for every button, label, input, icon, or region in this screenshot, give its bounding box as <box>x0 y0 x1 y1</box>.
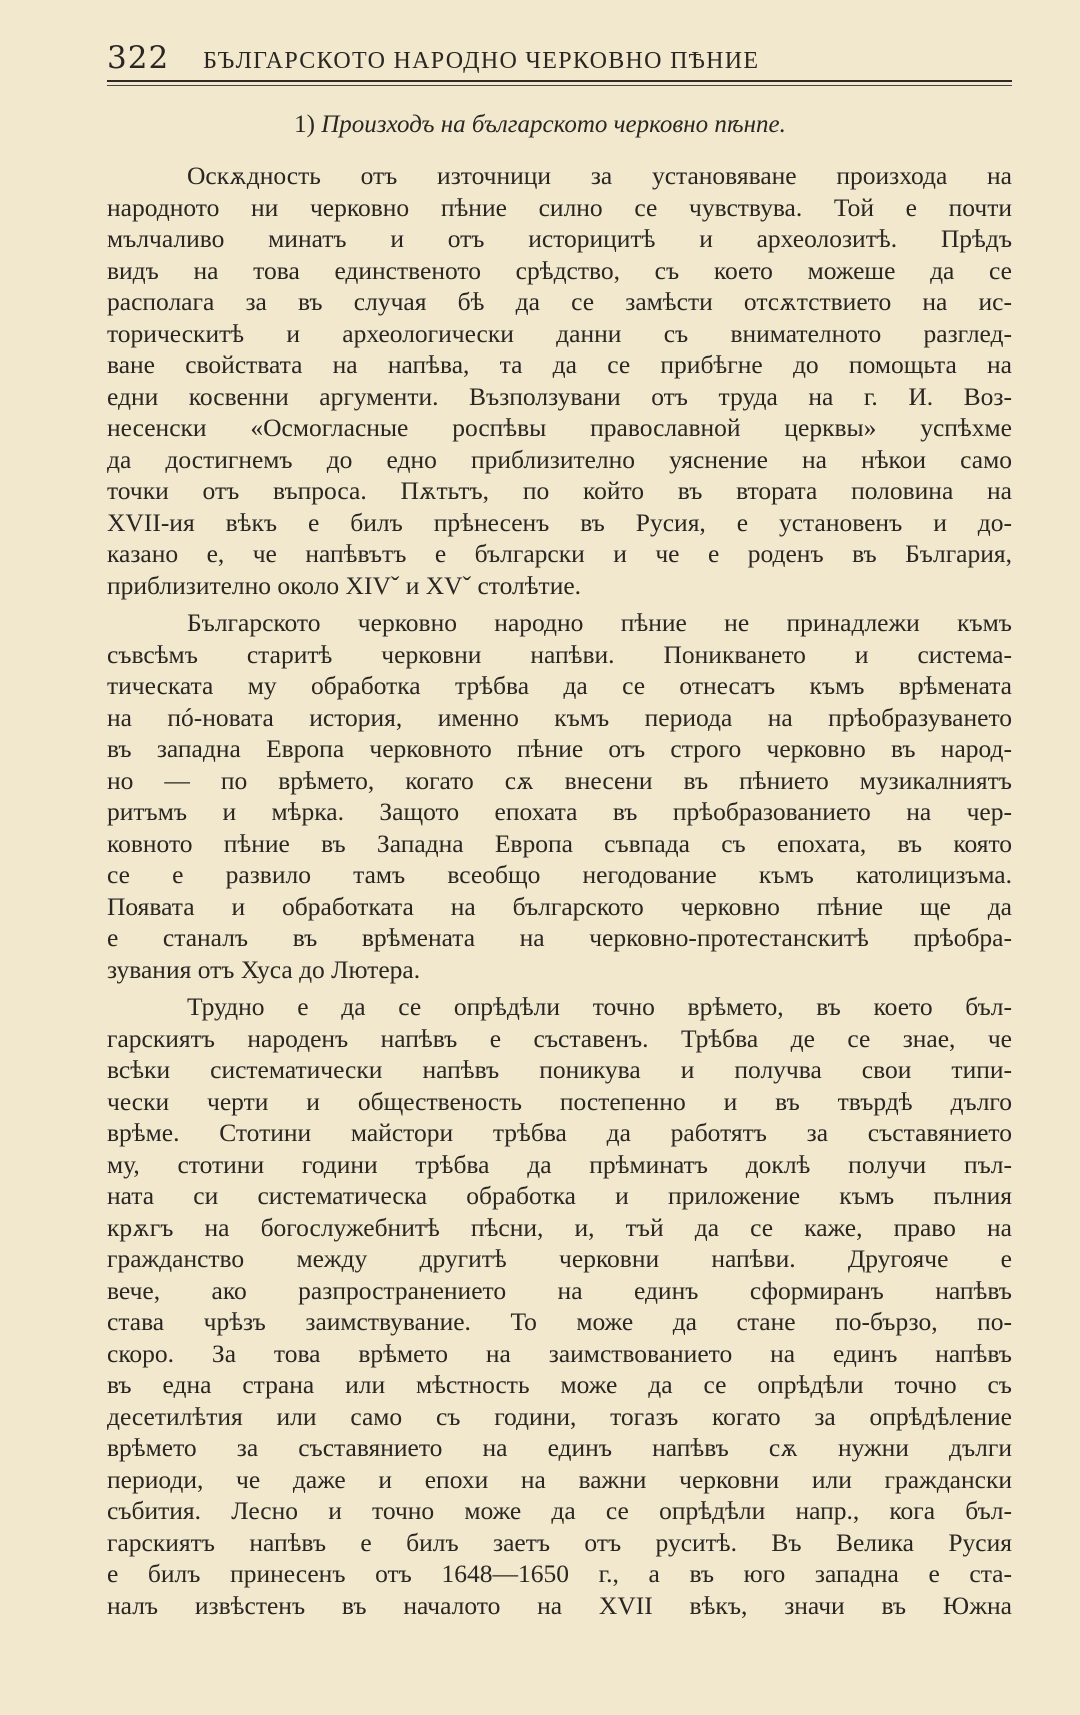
text-line: е билъ принесенъ отъ 1648—1650 г., а въ юго западна е ста- <box>107 1559 1012 1588</box>
page-header <box>107 40 1012 80</box>
text-line: располага за въ случая бѣ да се замѣсти отсѫтствието на ис- <box>107 287 1012 316</box>
text-line: врѣме. Стотини майстори трѣбва да работятъ за съставянието <box>107 1118 1012 1147</box>
text-line: казано е, че напѣвътъ е български и че е роденъ въ България, <box>107 539 1012 568</box>
text-line: въ западна Европа черковното пѣние отъ строго черковно въ народ- <box>107 734 1012 763</box>
text-line: едни косвенни аргументи. Възползувани отъ труда на г. И. Воз- <box>107 381 1012 411</box>
text-line: става чрѣзъ заимствувание. То може да стане по-бързо, по- <box>107 1307 1012 1336</box>
text-line: точки отъ въпроса. Пѫтьтъ, по който въ втората половина на <box>107 476 1012 505</box>
text-line: ната си систематическа обработка и приложение къмъ пълния <box>107 1181 1012 1210</box>
text-line: на пó-новата история, именно къмъ периода на прѣобразуването <box>107 702 1012 732</box>
page-number: 322 <box>107 40 170 76</box>
text-line: чески черти и общественость постепенно и въ твърдѣ дълго <box>107 1086 1012 1116</box>
header-rule-top <box>107 80 1012 82</box>
text-line: всѣки систематически напѣвъ поникува и получва свои типи- <box>107 1055 1012 1084</box>
text-line: торическитѣ и археологически данни съ внимателното разглед- <box>107 318 1012 348</box>
text-line: ване свойствата на напѣва, та да се прибѣгне до помощьта на <box>107 350 1012 379</box>
text-line: XVII-ия вѣкъ е билъ прѣнесенъ въ Русия, е установенъ и до- <box>107 507 1012 537</box>
text-line: да достигнемъ до едно приблизително уяснение на нѣкои само <box>107 444 1012 474</box>
text-line: гарскиятъ народенъ напѣвъ е съставенъ. Трѣбва де се знае, че <box>107 1023 1012 1053</box>
body-text <box>107 160 1012 1621</box>
header-rule-bottom <box>107 85 1012 86</box>
text-line: налъ извѣстенъ въ началото на XVII вѣкъ, значи въ Южна <box>107 1590 1012 1620</box>
text-line: е станалъ въ врѣмената на черковно-протестанскитѣ прѣобра- <box>107 923 1012 952</box>
text-line: ритъмъ и мѣрка. Защото епохата въ прѣобразованието на чер- <box>107 797 1012 826</box>
text-line: Българското черковно народно пѣние не принадлежи къмъ <box>187 608 1012 637</box>
text-line: приблизително около XIVˇ и XVˇ столѣтие. <box>107 570 582 600</box>
text-line: врѣмето за съставянието на единъ напѣвъ сѫ нужни дълги <box>107 1433 1012 1462</box>
running-title: БЪЛГАРСКОТО НАРОДНО ЧЕРКОВНО ПѢНИЕ <box>203 48 760 74</box>
text-line: гражданство между другитѣ черковни напѣви. Другояче е <box>107 1244 1012 1273</box>
text-line: мълчаливо минатъ и отъ историцитѣ и археолозитѣ. Прѣдъ <box>107 224 1012 253</box>
text-line: но — по врѣмето, когато сѫ внесени въ пѣнието музикалниятъ <box>107 765 1012 795</box>
section-heading <box>0 111 1080 139</box>
text-line: събития. Лесно и точно може да се опрѣдѣли напр., кога бъл- <box>107 1496 1012 1525</box>
text-line: ковното пѣние въ Западна Европа съвпада съ епохата, въ която <box>107 828 1012 858</box>
section-title: Произходъ на българското черковно пѣнпе. <box>321 111 786 138</box>
text-line: му, стотини години трѣбва да прѣминатъ доклѣ получи пъл- <box>107 1149 1012 1179</box>
text-line: вече, ако разпространението на единъ сформиранъ напѣвъ <box>107 1275 1012 1305</box>
section-number: 1) <box>294 111 315 138</box>
text-line: тическата му обработка трѣбва да се отнесатъ къмъ врѣмената <box>107 671 1012 700</box>
text-line: видъ на това единственото срѣдство, съ което можеше да се <box>107 255 1012 285</box>
text-line: крѫгъ на богослужебнитѣ пѣсни, и, тъй да се каже, право на <box>107 1212 1012 1242</box>
text-line: скоро. За това врѣмето на заимствованието на единъ напѣвъ <box>107 1338 1012 1368</box>
text-line: зувания отъ Хуса до Лютера. <box>107 954 421 984</box>
text-line: се е развило тамъ всеобщо негодование къмъ католицизъма. <box>107 860 1012 889</box>
text-line: Появата и обработката на българското черковно пѣние ще да <box>107 891 1012 921</box>
text-line: десетилѣтия или само съ години, тогазъ когато за опрѣдѣление <box>107 1401 1012 1431</box>
text-line: Трудно е да се опрѣдѣли точно врѣмето, въ което бъл- <box>187 992 1012 1021</box>
text-line: гарскиятъ напѣвъ е билъ заетъ отъ руситѣ. Въ Велика Русия <box>107 1527 1012 1557</box>
text-line: периоди, че даже и епохи на важни черковни или граждански <box>107 1464 1012 1494</box>
text-line: народното ни черковно пѣние силно се чувствува. Той е почти <box>107 192 1012 222</box>
text-line: съвсѣмъ старитѣ черковни напѣви. Поникването и система- <box>107 639 1012 669</box>
text-line: несенски «Осмогласные роспѣвы православной церквы» успѣхме <box>107 413 1012 442</box>
text-line: въ една страна или мѣстность може да се опрѣдѣли точно съ <box>107 1370 1012 1399</box>
text-line: Оскѫдность отъ източници за установяване произхода на <box>187 161 1012 190</box>
